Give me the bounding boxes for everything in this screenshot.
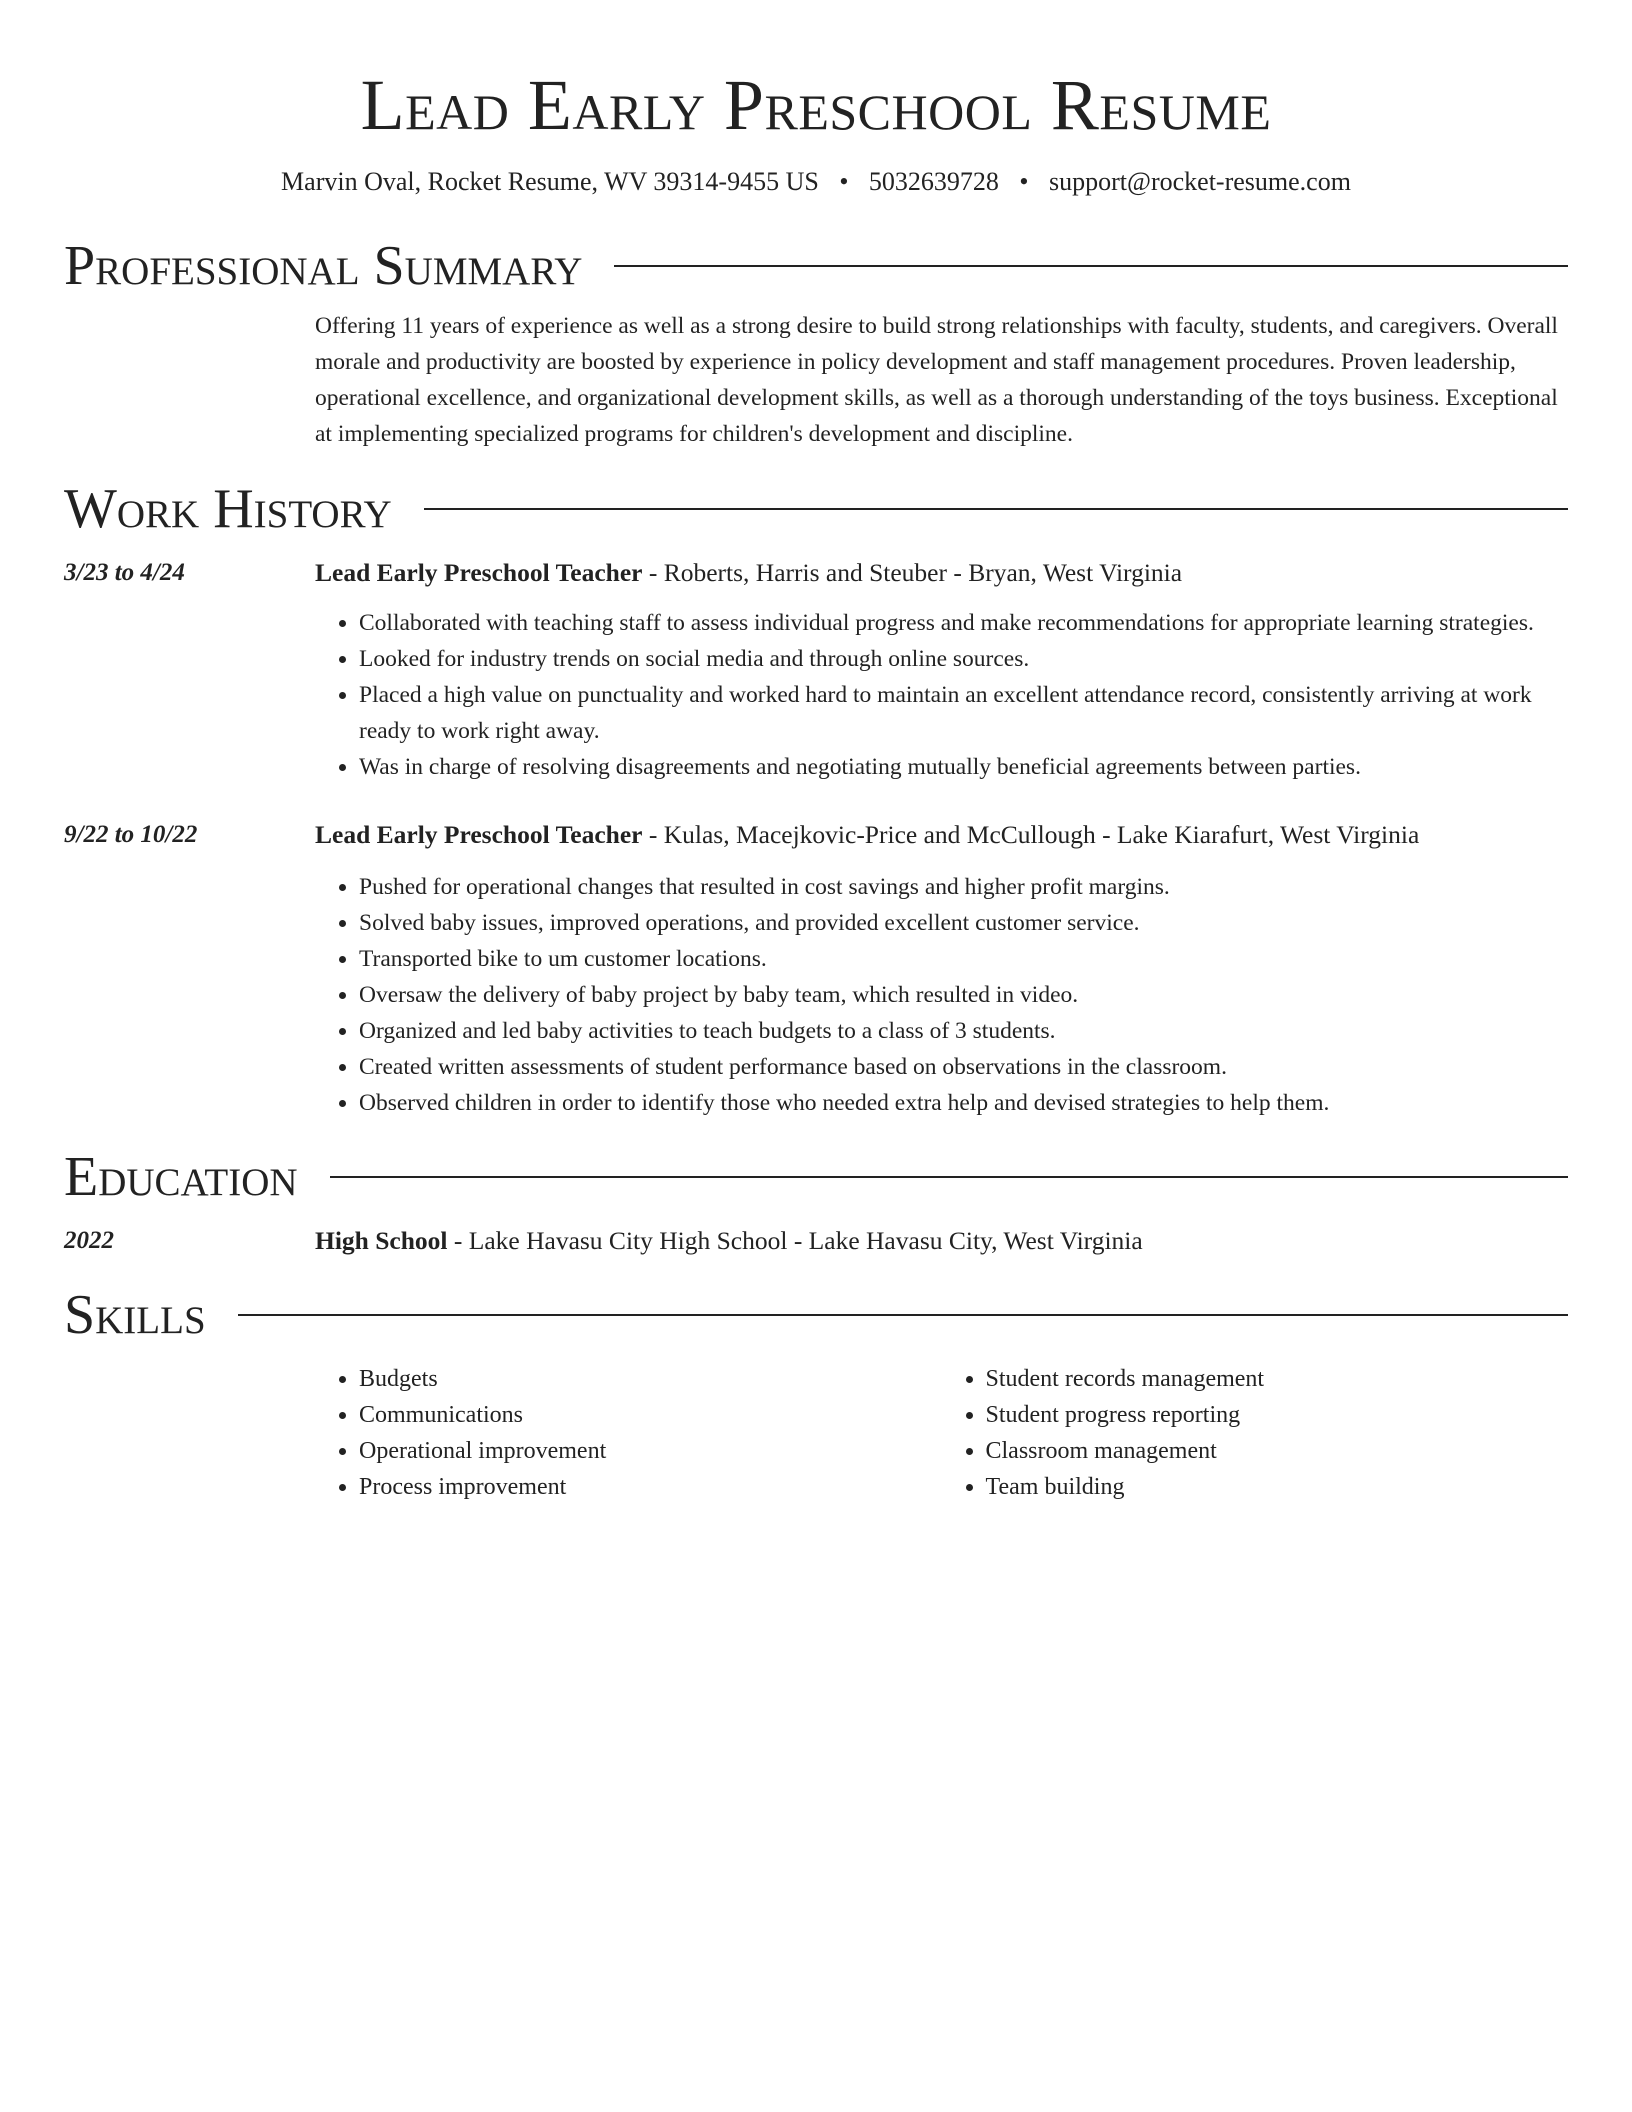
job-dates: 9/22 to 10/22 <box>64 821 198 848</box>
job-body <box>315 555 1568 785</box>
list-item: • Created written assessments of student performance based on observations in the classroom. <box>359 1049 1568 1085</box>
list-item: • Was in charge of resolving disagreements and negotiating mutually beneficial agreements between parties. <box>359 749 1568 785</box>
skill-item: • Team building <box>986 1469 1569 1505</box>
skills-section <box>64 1283 1568 1505</box>
skill-item: • Operational improvement <box>359 1433 942 1469</box>
section-divider <box>614 265 1568 267</box>
skill-item: • Process improvement <box>359 1469 942 1505</box>
list-item: • Collaborated with teaching staff to assess individual progress and make recommendations for appropriate learning strategies. <box>359 605 1568 641</box>
resume-title: Lead Early Preschool Resume <box>360 65 1272 145</box>
contact-phone: 5032639728 <box>868 167 999 196</box>
summary-section <box>64 234 1568 452</box>
section-divider <box>238 1314 1568 1316</box>
summary-heading: Professional Summary <box>64 235 583 297</box>
job-role: Lead Early Preschool Teacher <box>315 820 643 849</box>
job-role: Lead Early Preschool Teacher <box>315 558 643 587</box>
education-year: 2022 <box>64 1227 114 1254</box>
list-item: • Pushed for operational changes that resulted in cost savings and higher profit margins. <box>359 869 1568 905</box>
skills-list-right <box>942 1361 1569 1505</box>
job-employer: - Roberts, Harris and Steuber - Bryan, West Virginia <box>642 558 1183 587</box>
education-section <box>64 1145 1568 1259</box>
list-item: • Placed a high value on punctuality and worked hard to maintain an excellent attendance record, consistently arriving at work ready to work right away. <box>359 677 1568 749</box>
section-divider <box>424 508 1568 510</box>
job-bullets <box>315 869 1568 1121</box>
skills-columns <box>315 1361 1568 1505</box>
work-history-section <box>64 477 1568 1121</box>
list-item: • Looked for industry trends on social media and through online sources. <box>359 641 1568 677</box>
job-dates: 3/23 to 4/24 <box>64 559 185 586</box>
education-title-line <box>315 1223 1568 1259</box>
work-history-heading: Work History <box>64 478 392 540</box>
list-item: • Oversaw the delivery of baby project by baby team, which resulted in video. <box>359 977 1568 1013</box>
contact-separator: • <box>839 167 849 196</box>
job-title-line <box>315 817 1568 853</box>
summary-text: Offering 11 years of experience as well as a strong desire to build strong relationships with faculty, students, and caregivers. Overall morale and productivity are boosted by experience in policy development and staff management procedures. Proven leadership, operational excellence, and organizational development skills, as well as a thorough understanding of the toys business. Exceptional at implementing specialized programs for children's development and discipline. <box>315 313 1558 447</box>
education-school: - Lake Havasu City High School - Lake Havasu City, West Virginia <box>447 1226 1143 1255</box>
list-item: • Solved baby issues, improved operations, and provided excellent customer service. <box>359 905 1568 941</box>
skill-item: • Budgets <box>359 1361 942 1397</box>
work-history-heading-row <box>64 477 1568 541</box>
job-title-line <box>315 555 1568 591</box>
job-entry <box>64 555 1568 785</box>
skill-item: • Student progress reporting <box>986 1397 1569 1433</box>
contact-email: support@rocket-resume.com <box>1049 167 1351 196</box>
skill-item: • Communications <box>359 1397 942 1433</box>
job-bullets <box>315 605 1568 785</box>
skill-item: • Student records management <box>986 1361 1569 1397</box>
education-body <box>315 1223 1568 1259</box>
education-entry <box>64 1223 1568 1259</box>
job-entry <box>64 817 1568 1121</box>
contact-line <box>64 166 1568 198</box>
education-degree: High School <box>315 1226 448 1255</box>
contact-separator: • <box>1019 167 1029 196</box>
list-item: • Observed children in order to identify those who needed extra help and devised strategies to help them. <box>359 1085 1568 1121</box>
section-divider <box>330 1176 1568 1178</box>
skills-heading-row <box>64 1283 1568 1347</box>
job-employer: - Kulas, Macejkovic-Price and McCullough - Lake Kiarafurt, West Virginia <box>642 820 1420 849</box>
education-heading-row <box>64 1145 1568 1209</box>
list-item: • Transported bike to um customer locations. <box>359 941 1568 977</box>
skills-heading: Skills <box>64 1284 206 1346</box>
skills-list-left <box>315 1361 942 1505</box>
summary-heading-row <box>64 234 1568 298</box>
education-heading: Education <box>64 1146 298 1208</box>
list-item: • Organized and led baby activities to teach budgets to a class of 3 students. <box>359 1013 1568 1049</box>
job-body <box>315 817 1568 1121</box>
contact-address: Marvin Oval, Rocket Resume, WV 39314-9455 US <box>281 167 819 196</box>
skill-item: • Classroom management <box>986 1433 1569 1469</box>
